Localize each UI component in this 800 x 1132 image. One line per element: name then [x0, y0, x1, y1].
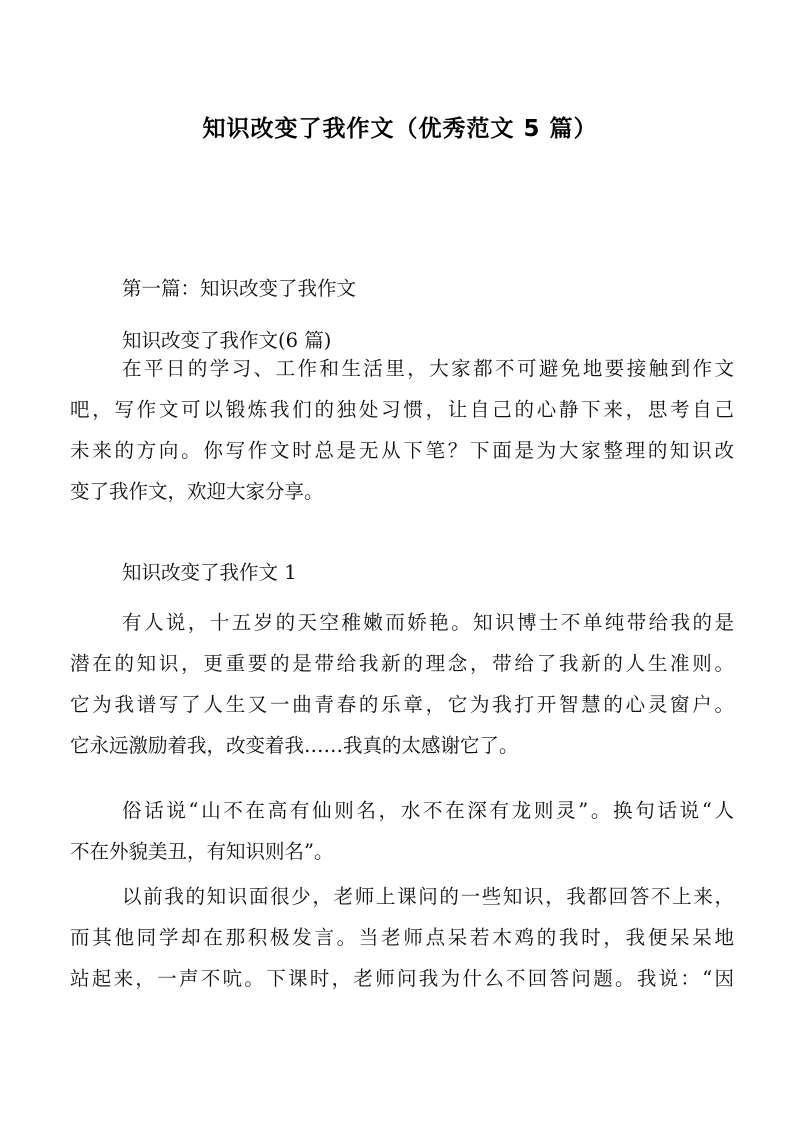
- document-title: 知识改变了我作文（优秀范文 5 篇）: [202, 116, 598, 142]
- paragraph-line: 不在外貌美丑，有知识则名”。: [70, 840, 334, 863]
- paragraph-line: 潜在的知识，更重要的是带给我新的理念，带给了我新的人生准则。: [70, 652, 734, 675]
- paragraph-line: 知识改变了我作文(6 篇): [122, 329, 332, 352]
- paragraph-line: 站起来，一声不吭。下课时，老师问我为什么不回答问题。我说：“因: [70, 967, 734, 990]
- paragraph-line: 变了我作文，欢迎大家分享。: [70, 480, 324, 503]
- paragraph-3: [70, 876, 734, 999]
- paragraph-line: 未来的方向。你写作文时总是无从下笔？下面是为大家整理的知识改: [70, 439, 734, 462]
- paragraph-line: 它永远激励着我，改变着我……我真的太感谢它了。: [70, 734, 519, 757]
- essay-heading: [70, 552, 734, 593]
- paragraph-1: [70, 602, 734, 766]
- paragraph-intro: [70, 348, 734, 512]
- paragraph-2: [70, 790, 734, 872]
- paragraph-line: 有人说，十五岁的天空稚嫩而娇艳。知识博士不单纯带给我的是: [122, 611, 734, 634]
- paragraph-line: 吧，写作文可以锻炼我们的独处习惯，让自己的心静下来，思考自己: [70, 398, 734, 421]
- paragraph-line: 它为我谱写了人生又一曲青春的乐章，它为我打开智慧的心灵窗户。: [70, 693, 734, 716]
- paragraph-line: 俗话说“山不在高有仙则名，水不在深有龙则灵”。换句话说“人: [122, 799, 734, 822]
- paragraph-line: 以前我的知识面很少，老师上课问的一些知识，我都回答不上来，: [122, 885, 734, 908]
- paragraph-line: 第一篇：知识改变了我作文: [122, 277, 357, 300]
- paragraph-line: 在平日的学习、工作和生活里，大家都不可避免地要接触到作文: [122, 357, 734, 380]
- paragraph-line: 而其他同学却在那积极发言。当老师点呆若木鸡的我时，我便呆呆地: [70, 926, 734, 949]
- paragraph-line: 知识改变了我作文 1: [122, 561, 297, 584]
- section-heading: [70, 268, 734, 309]
